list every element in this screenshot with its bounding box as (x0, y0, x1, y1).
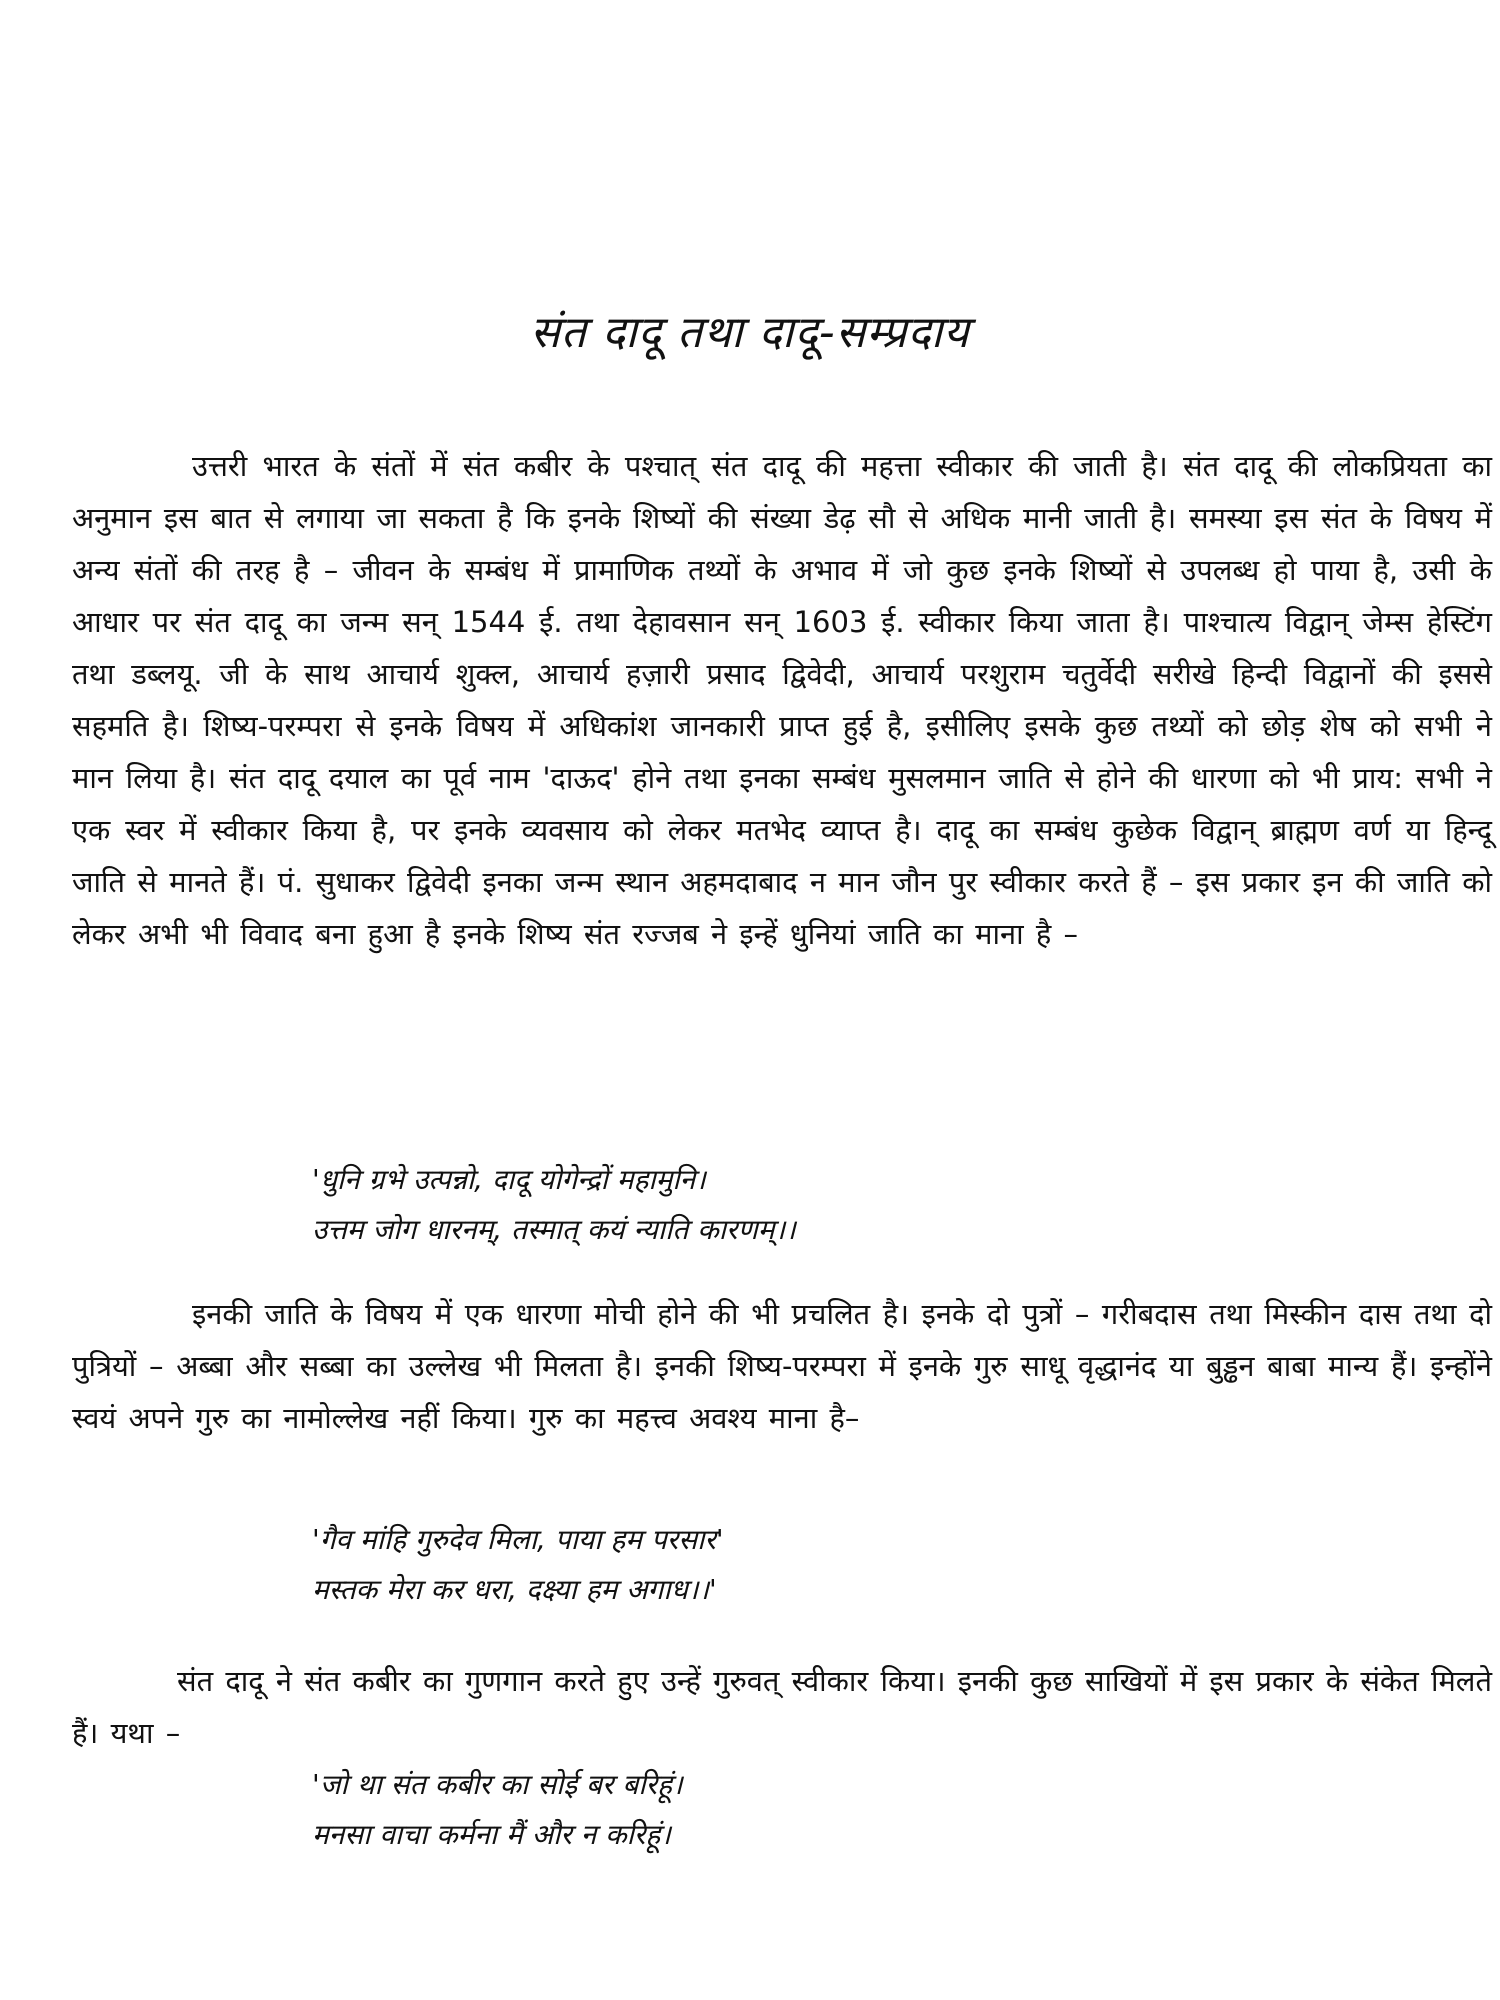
paragraph-3: संत दादू ने संत कबीर का गुणगान करते हुए उन्हें गुरुवत् स्वीकार किया। इनकी कुछ साखियों में इस प्रकार के संकेत मिलते हैं। यथा – (72, 1664, 1492, 1750)
verse-line: मनसा वाचा कर्मना मैं और न करिहूं। (312, 1818, 671, 1851)
verse-line: 'गैव मांहि गुरुदेव मिला, पाया हम परसार' (312, 1523, 724, 1556)
verse-line: मस्तक मेरा कर धरा, दक्ष्या हम अगाध।।' (312, 1573, 717, 1606)
verse-block-1 (312, 1155, 1412, 1255)
verse-block-2 (312, 1515, 1412, 1615)
verse-line: 'धुनि ग्रभे उत्पन्नो, दादू योगेन्द्रों महामुनि। (312, 1163, 706, 1196)
verse-line: 'जो था संत कबीर का सोई बर बरिहूं। (312, 1768, 683, 1801)
verse-block-3 (312, 1760, 1412, 1860)
page-title: संत दादू तथा दादू-सम्प्रदाय (530, 307, 970, 358)
paragraph-1: उत्तरी भारत के संतों में संत कबीर के पश्चात् संत दादू की महत्ता स्वीकार की जाती है। संत दादू की लोकप्रियता का अनुमान इस बात से लगाया जा सकता है कि इनके शिष्यों की संख्या डेढ़ सौ से अधिक मानी जाती है। समस्या इस संत के विषय में अन्य संतों की तरह है – जीवन के सम्बंध में प्रामाणिक तथ्यों के अभाव में जो कुछ इनके शिष्यों से उपलब्ध हो पाया है, उसी के आधार पर संत दादू का जन्म सन् 1544 ई. तथा देहावसान सन् 1603 ई. स्वीकार किया जाता है। पाश्चात्य विद्वान् जेम्स हेस्टिंग तथा डब्लयू. जी के साथ आचार्य शुक्ल, आचार्य हज़ारी प्रसाद द्विवेदी, आचार्य परशुराम चतुर्वेदी सरीखे हिन्दी विद्वानों की इससे सहमति है। शिष्य-परम्परा से इनके विषय में अधिकांश जानकारी प्राप्त हुई है, इसीलिए इसके कुछ तथ्यों को छोड़ शेष को सभी ने मान लिया है। संत दादू दयाल का पूर्व नाम 'दाऊद' होने तथा इनका सम्बंध मुसलमान जाति से होने की धारणा को भी प्राय: सभी ने एक स्वर में स्वीकार किया है, पर इनके व्यवसाय को लेकर मतभेद व्याप्त है। दादू का सम्बंध कुछेक विद्वान् ब्राह्मण वर्ण या हिन्दू जाति से मानते हैं। पं. सुधाकर द्विवेदी इनका जन्म स्थान अहमदाबाद न मान जौन पुर स्वीकार करते हैं – इस प्रकार इन की जाति को लेकर अभी भी विवाद बना हुआ है इनके शिष्य संत रज्जब ने इन्हें धुनियां जाति का माना है – (72, 449, 1492, 951)
paragraph-2: इनकी जाति के विषय में एक धारणा मोची होने की भी प्रचलित है। इनके दो पुत्रों – गरीबदास तथा मिस्कीन दास तथा दो पुत्रियों – अब्बा और सब्बा का उल्लेख भी मिलता है। इनकी शिष्य-परम्परा में इनके गुरु साधू वृद्धानंद या बुड्ढन बाबा मान्य हैं। इन्होंने स्वयं अपने गुरु का नामोल्लेख नहीं किया। गुरु का महत्त्व अवश्य माना है– (72, 1297, 1492, 1435)
verse-line: उत्तम जोग धारनम्, तस्मात् कयं न्याति कारणम्।। (312, 1213, 796, 1246)
